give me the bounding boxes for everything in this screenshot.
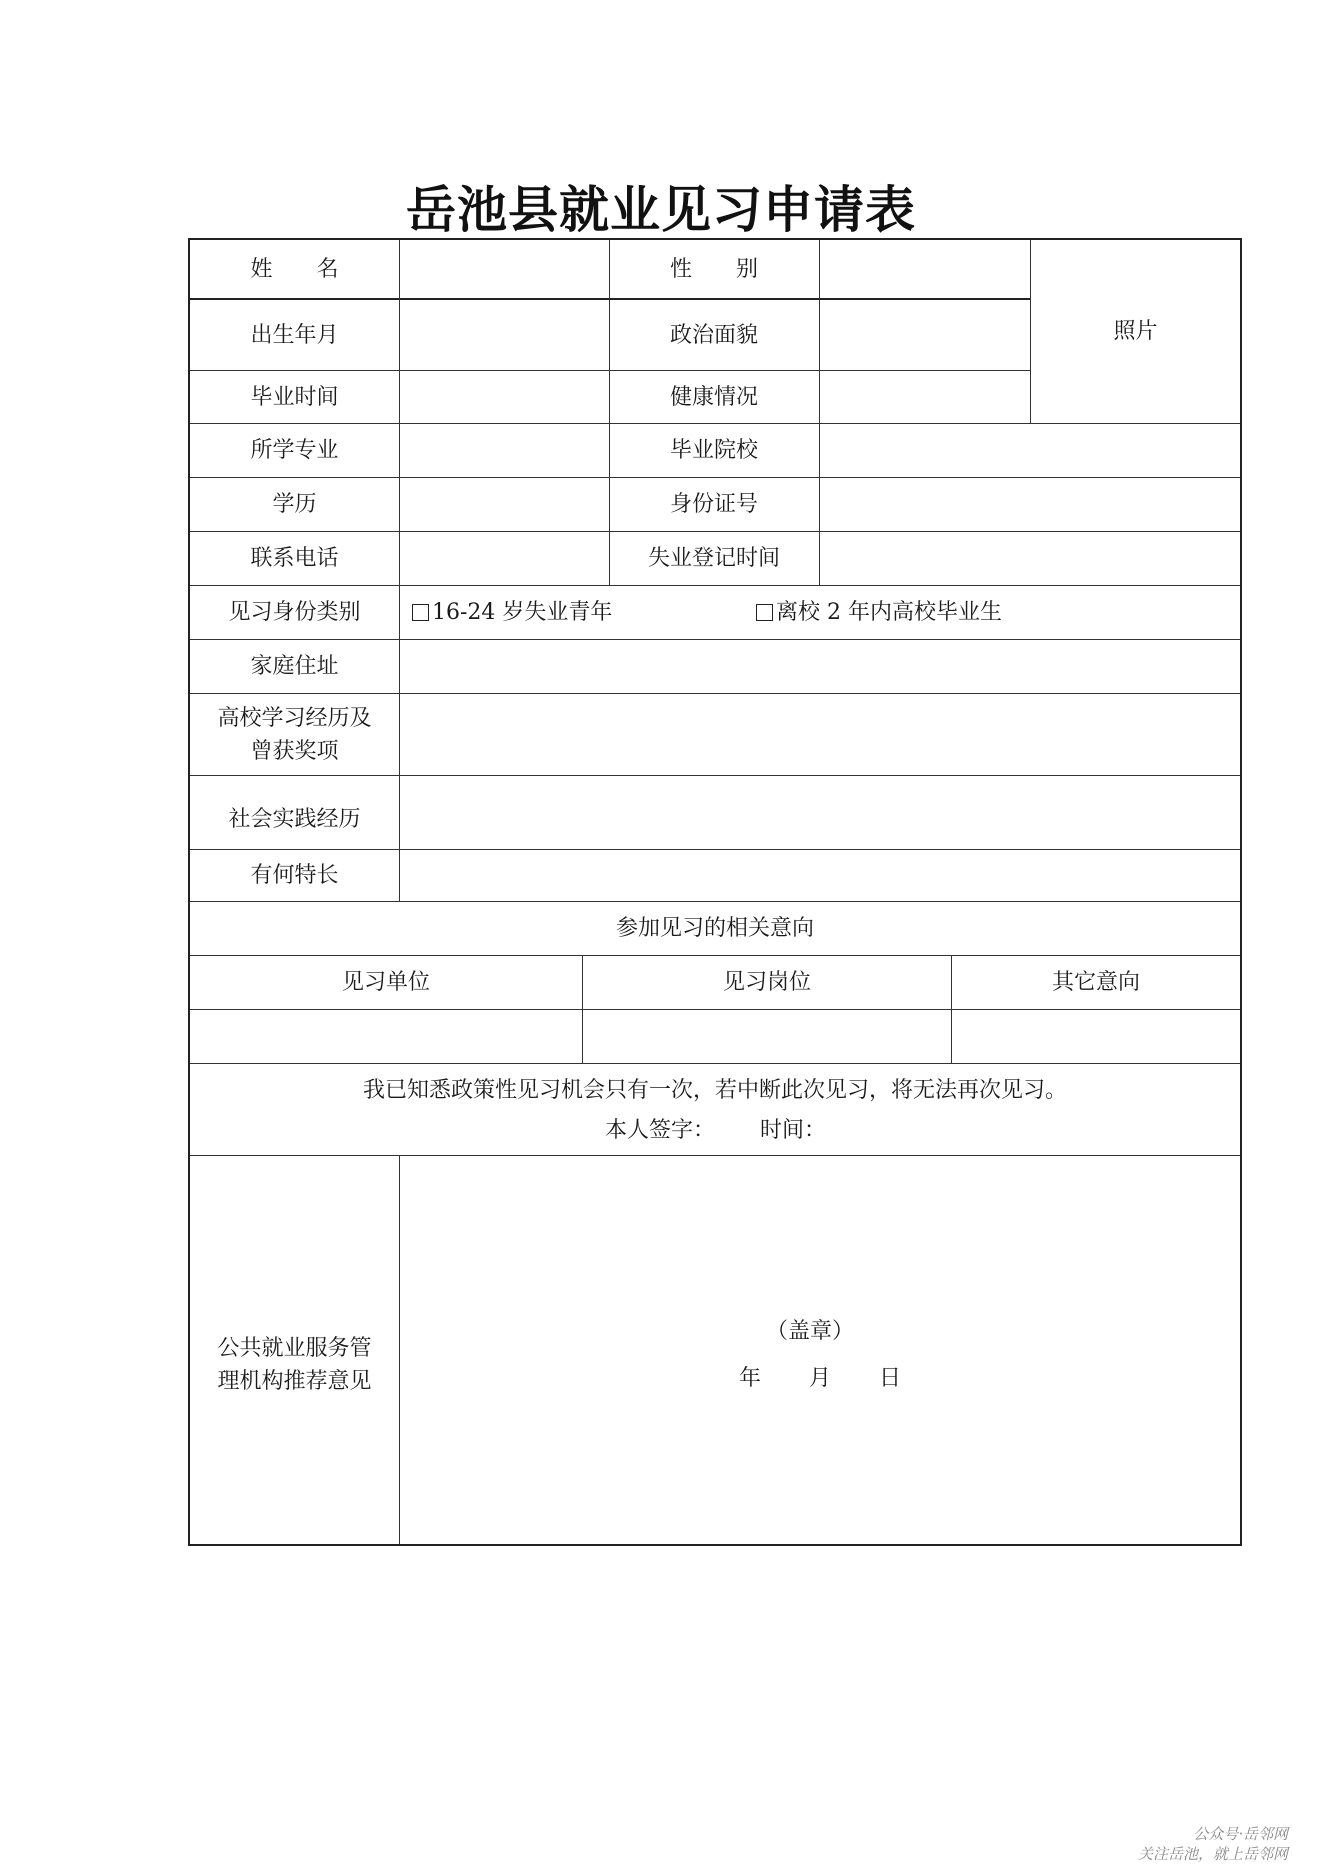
unemployment-time-label: 失业登记时间 xyxy=(647,546,780,571)
education-field[interactable] xyxy=(400,478,609,531)
checkbox-icon[interactable] xyxy=(412,604,429,621)
form-title: 岳池县就业见习申请表 xyxy=(406,181,916,239)
health-field[interactable] xyxy=(820,371,1030,423)
recommendation-label-line1: 公共就业服务管 xyxy=(217,1336,372,1361)
intent-section-header: 参加见习的相关意向 xyxy=(615,916,814,941)
address-field[interactable] xyxy=(400,640,1240,693)
major-label: 所学专业 xyxy=(250,438,339,463)
study-history-line2: 曾获奖项 xyxy=(250,738,339,764)
study-history-field[interactable] xyxy=(400,694,1240,775)
study-history-line1: 高校学习经历及 xyxy=(217,705,372,731)
birth-field[interactable] xyxy=(400,300,609,370)
political-label: 政治面貌 xyxy=(669,322,758,348)
identity-type-label: 见习身份类别 xyxy=(228,600,361,625)
skills-label: 有何特长 xyxy=(250,863,339,888)
intent-unit-header: 见习单位 xyxy=(341,970,430,995)
major-field[interactable] xyxy=(400,424,609,477)
phone-field[interactable] xyxy=(400,532,609,585)
photo-box[interactable]: 照片 xyxy=(1113,319,1158,344)
school-label: 毕业院校 xyxy=(669,438,758,463)
application-form xyxy=(188,238,1242,1546)
row-divider xyxy=(190,1063,1240,1064)
recommendation-label-line2: 理机构推荐意见 xyxy=(217,1369,372,1394)
recommendation-field[interactable] xyxy=(400,1156,1240,1544)
identity-option-graduate[interactable] xyxy=(756,586,1196,639)
seal-label: （盖章） xyxy=(765,1318,854,1344)
grad-time-label: 毕业时间 xyxy=(250,384,339,410)
recommendation-label xyxy=(190,1156,399,1544)
signature-time-label: 时间： xyxy=(760,1117,827,1143)
study-history-label xyxy=(190,694,399,775)
gender-field[interactable] xyxy=(820,240,1030,298)
intent-other-field[interactable] xyxy=(952,1010,1240,1063)
identity-option-graduate-label: 离校 2 年内高校毕业生 xyxy=(776,600,1002,625)
education-label: 学历 xyxy=(272,492,317,517)
watermark-line1: 公众号·岳邻网 xyxy=(1193,1825,1288,1843)
school-field[interactable] xyxy=(820,424,1240,477)
grad-time-field[interactable] xyxy=(400,371,609,423)
watermark-line2: 关注岳池，就上岳邻网 xyxy=(1137,1845,1288,1863)
identity-option-youth-label: 16-24 岁失业青年 xyxy=(432,600,613,625)
identity-option-youth[interactable] xyxy=(412,586,742,639)
unemployment-time-field[interactable] xyxy=(820,532,1240,585)
social-practice-label: 社会实践经历 xyxy=(228,807,361,832)
skills-field[interactable] xyxy=(400,850,1240,901)
gender-label: 性 别 xyxy=(669,256,758,282)
address-label: 家庭住址 xyxy=(250,654,339,679)
declaration-text: 我已知悉政策性见习机会只有一次，若中断此次见习，将无法再次见习。 xyxy=(362,1077,1067,1103)
name-field[interactable] xyxy=(400,240,609,298)
checkbox-icon[interactable] xyxy=(756,604,773,621)
id-no-field[interactable] xyxy=(820,478,1240,531)
political-field[interactable] xyxy=(820,300,1030,370)
social-practice-field[interactable] xyxy=(400,776,1240,849)
birth-label: 出生年月 xyxy=(250,322,339,348)
intent-post-field[interactable] xyxy=(583,1010,951,1063)
name-label: 姓 名 xyxy=(250,256,339,282)
intent-post-header: 见习岗位 xyxy=(722,970,811,995)
id-no-label: 身份证号 xyxy=(669,492,758,517)
phone-label: 联系电话 xyxy=(250,546,339,571)
date-day-label: 日 xyxy=(878,1365,901,1391)
date-month-label: 月 xyxy=(808,1365,831,1391)
date-year-label: 年 xyxy=(738,1365,761,1391)
watermark xyxy=(1138,1824,1288,1864)
intent-unit-field[interactable] xyxy=(190,1010,582,1063)
health-label: 健康情况 xyxy=(669,384,758,410)
intent-other-header: 其它意向 xyxy=(1051,970,1140,995)
signature-label: 本人签字： xyxy=(604,1117,715,1143)
